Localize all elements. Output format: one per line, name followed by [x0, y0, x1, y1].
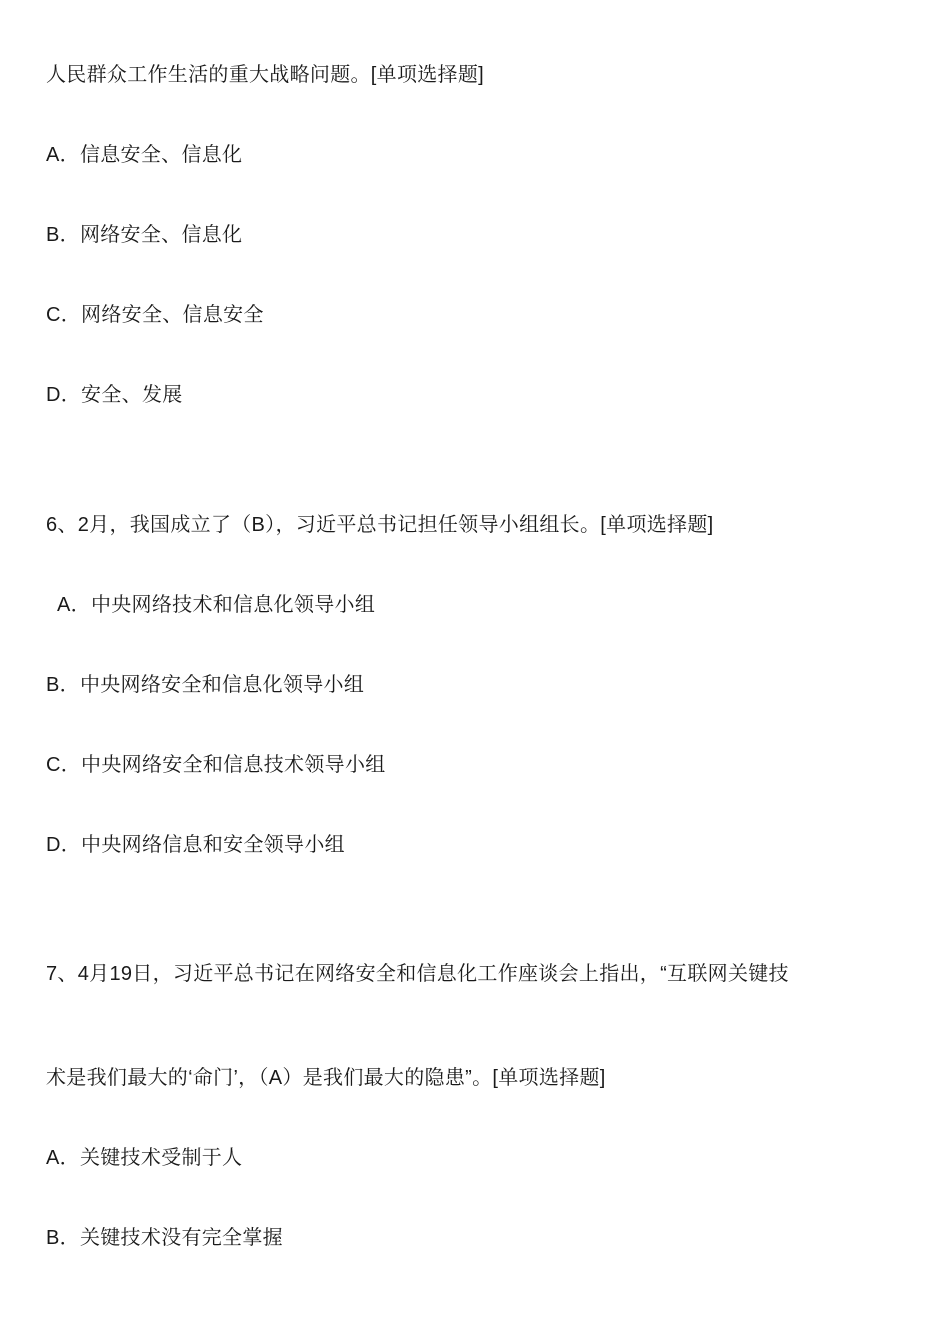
question-6-option-d: D．中央网络信息和安全领导小组 — [46, 834, 345, 856]
question-7-stem-line-2: 术是我们最大的‘命门’，（A）是我们最大的隐患”。[单项选择题] — [46, 1067, 606, 1089]
question-6-option-c: C．中央网络安全和信息技术领导小组 — [46, 754, 386, 776]
question-7-option-a: A．关键技术受制于人 — [46, 1147, 243, 1169]
question-5-option-c: C．网络安全、信息安全 — [46, 304, 264, 326]
question-7-stem-line-1: 7、4月19日，习近平总书记在网络安全和信息化工作座谈会上指出，“互联网关键技 — [46, 963, 789, 985]
question-6-option-b: B．中央网络安全和信息化领导小组 — [46, 674, 365, 696]
question-5-option-b: B．网络安全、信息化 — [46, 224, 243, 246]
question-7-option-b: B．关键技术没有完全掌握 — [46, 1227, 283, 1249]
question-5-stem-tail: 人民群众工作生活的重大战略问题。[单项选择题] — [46, 64, 485, 86]
question-6-stem: 6、2月，我国成立了（B），习近平总书记担任领导小组组长。[单项选择题] — [46, 514, 714, 536]
question-5-option-a: A．信息安全、信息化 — [46, 144, 243, 166]
question-5-option-d: D．安全、发展 — [46, 384, 183, 406]
question-6-option-a: A．中央网络技术和信息化领导小组 — [57, 594, 376, 616]
